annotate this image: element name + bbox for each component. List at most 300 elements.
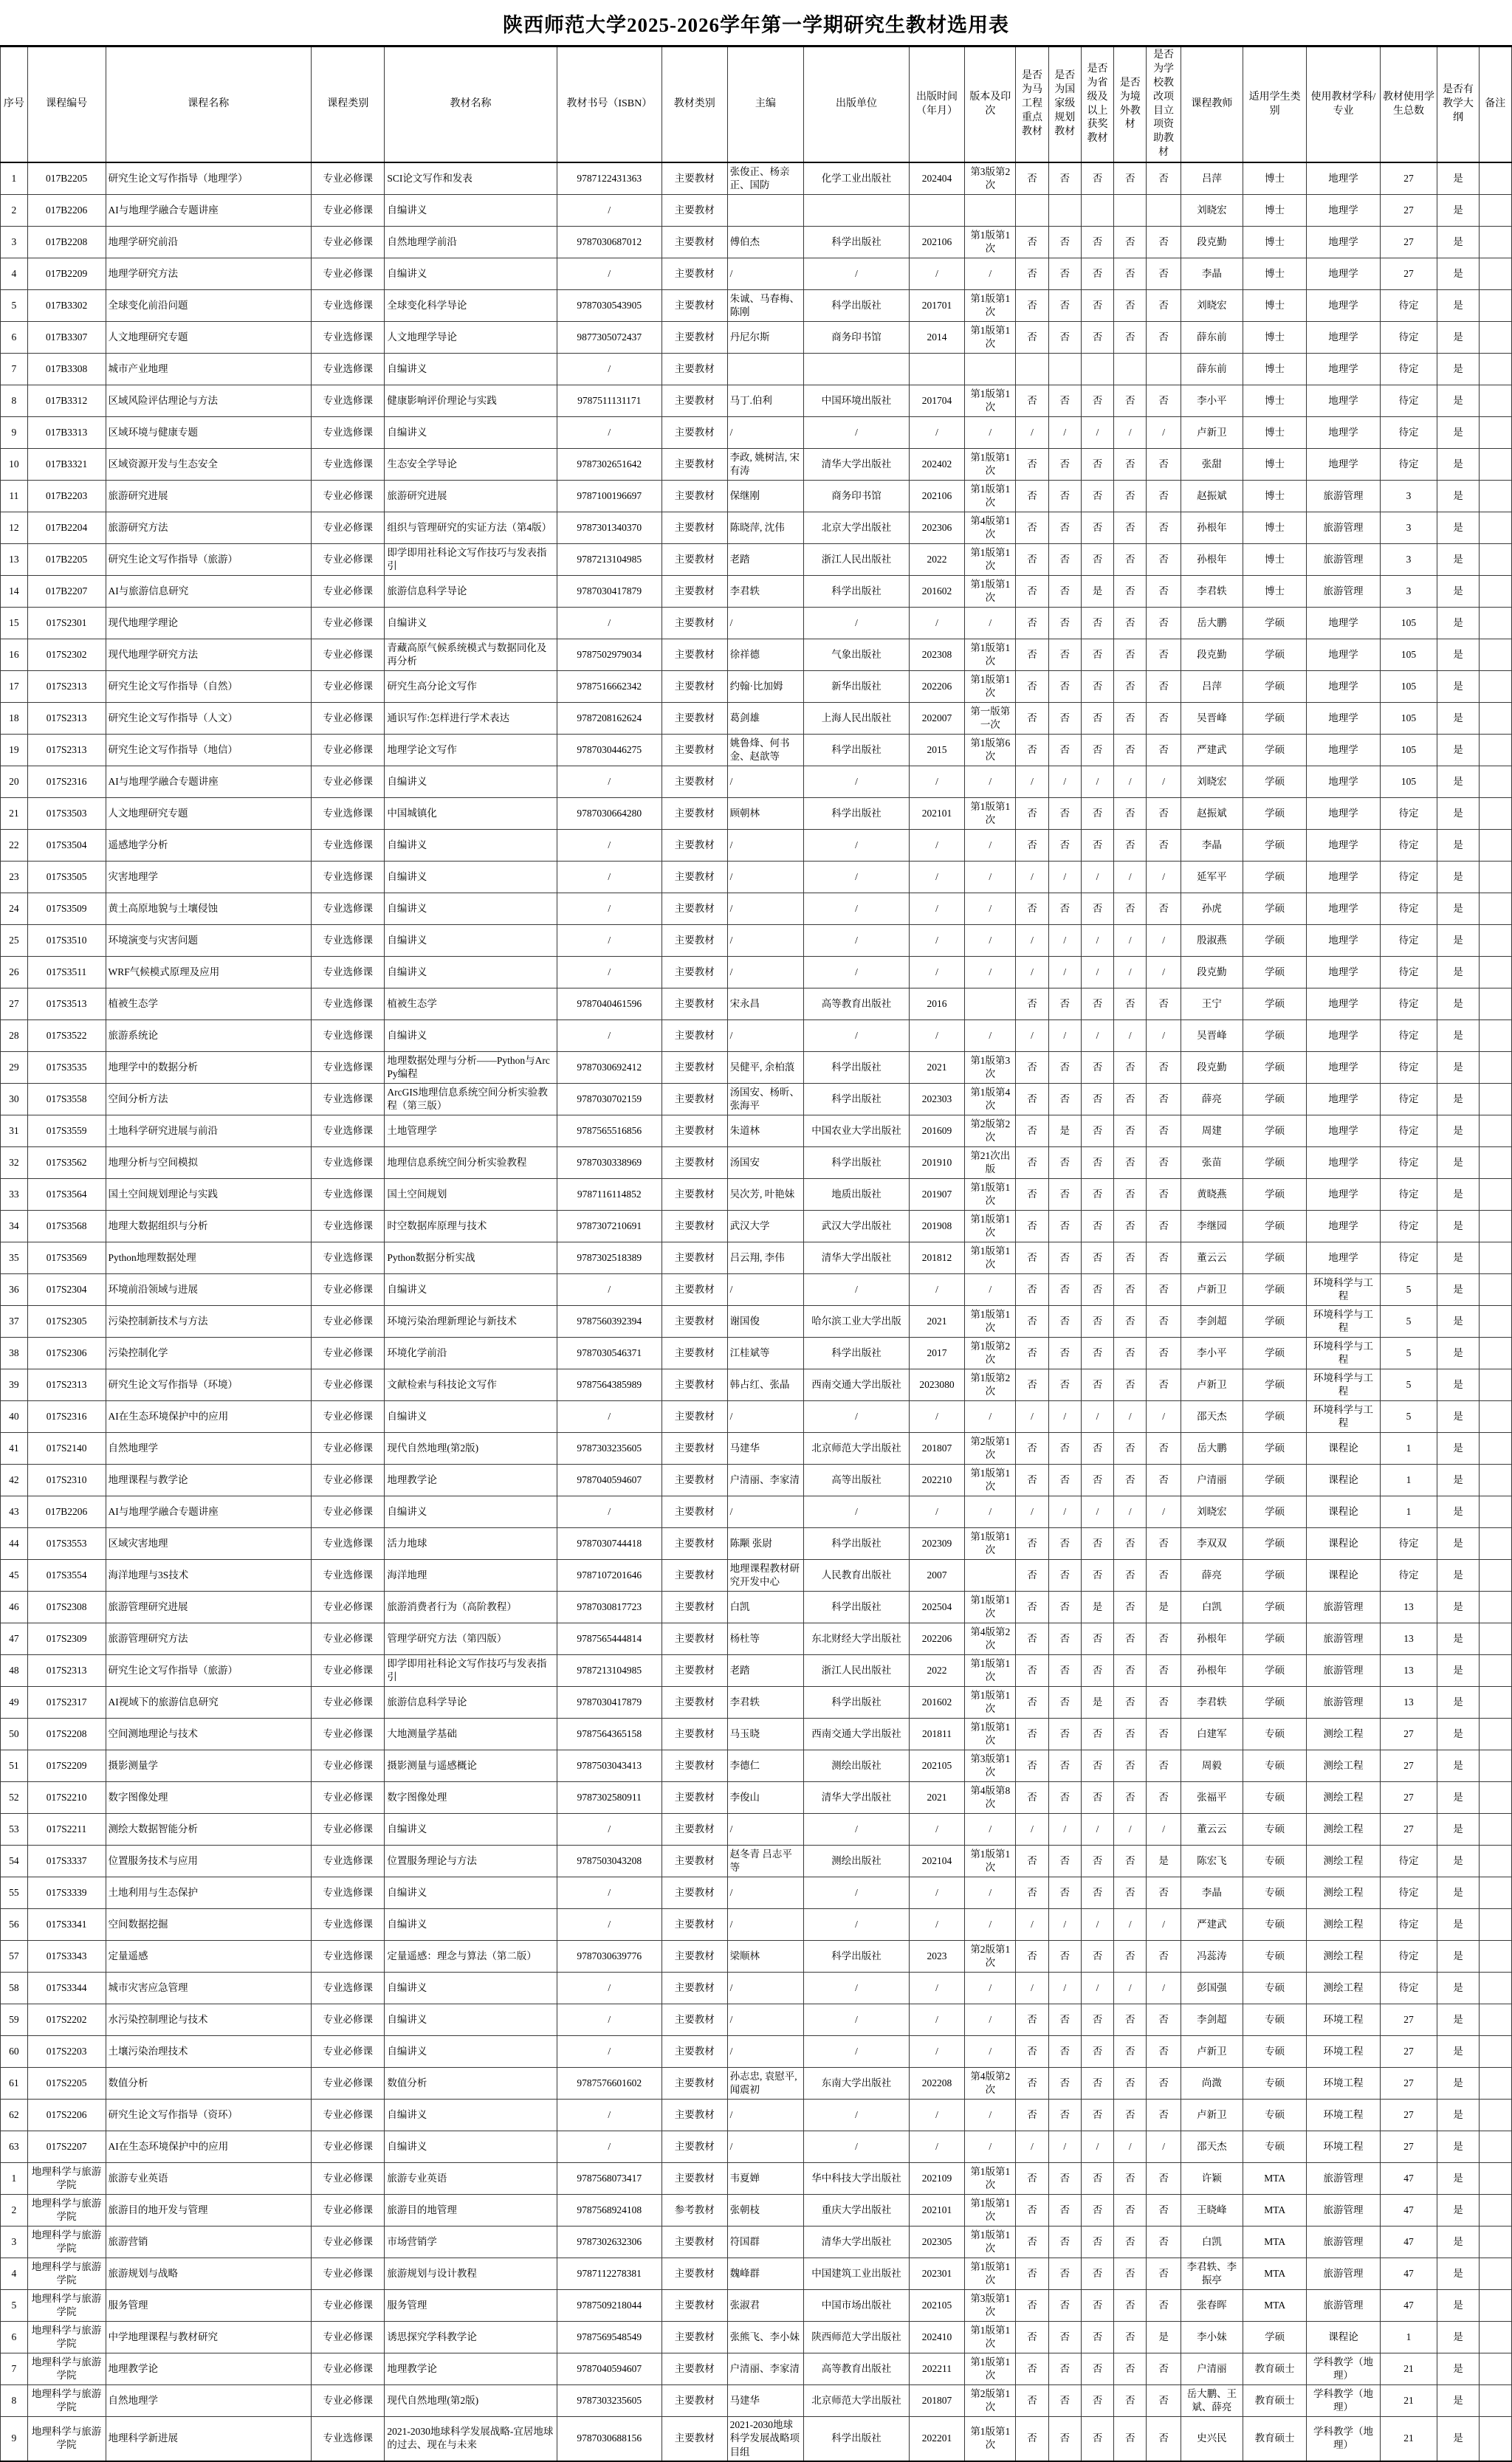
cell-discipline-major: 课程论 [1307,1465,1380,1496]
cell-has-syllabus: 是 [1437,1687,1479,1719]
cell-isbn: 9787040594607 [557,1465,662,1496]
cell-course-teacher: 孙虎 [1181,893,1243,925]
cell-course-name: 国土空间规划理论与实践 [106,1179,312,1211]
cell-school-reform-funded-textbook: 否 [1147,1242,1181,1274]
cell-ma-project-key-textbook: 否 [1016,703,1048,735]
cell-discipline-major: 测绘工程 [1307,1941,1380,1973]
column-header-course-teacher: 课程教师 [1181,47,1243,163]
cell-course-code: 017B2206 [27,195,106,227]
cell-ma-project-key-textbook: / [1016,1020,1048,1052]
cell-discipline-major: 环境科学与工程 [1307,1369,1380,1401]
cell-has-syllabus: 是 [1437,1655,1479,1687]
cell-course-teacher: 孙根年 [1181,544,1243,576]
table-row [1,2258,1512,2290]
cell-student-total: 待定 [1380,449,1437,481]
table-row [1,1274,1512,1306]
cell-textbook-name: 中国城镇化 [385,798,557,830]
table-row [1,1306,1512,1338]
cell-isbn: 9787100196697 [557,481,662,512]
cell-discipline-major: 地理学 [1307,671,1380,703]
cell-ma-project-key-textbook: 否 [1016,1750,1048,1782]
cell-publisher: 上海人民出版社 [804,703,910,735]
cell-course-name: 区域资源开发与生态安全 [106,449,312,481]
cell-index: 7 [1,354,28,385]
cell-ma-project-key-textbook: 否 [1016,798,1048,830]
cell-has-syllabus: 是 [1437,1973,1479,2004]
cell-school-reform-funded-textbook: 否 [1147,1941,1181,1973]
cell-isbn: 9787213104985 [557,544,662,576]
table-row [1,2385,1512,2417]
cell-provincial-award-textbook: 否 [1081,1719,1113,1750]
cell-national-planning-textbook: 否 [1048,449,1081,481]
cell-course-code: 017B3321 [27,449,106,481]
cell-publisher: 东南大学出版社 [804,2068,910,2100]
table-row [1,2131,1512,2163]
cell-school-reform-funded-textbook: 否 [1147,1528,1181,1560]
table-row [1,544,1512,576]
cell-textbook-type: 主要教材 [662,639,728,671]
cell-textbook-type: 主要教材 [662,417,728,449]
cell-discipline-major: 旅游管理 [1307,512,1380,544]
cell-publish-date: 202306 [909,512,965,544]
cell-publisher: 浙江人民出版社 [804,1655,910,1687]
cell-national-planning-textbook: / [1048,925,1081,957]
cell-textbook-name: 即学即用社科论文写作技巧与发表指引 [385,544,557,576]
cell-course-type: 专业必修课 [312,512,385,544]
cell-school-reform-funded-textbook: / [1147,2131,1181,2163]
cell-index: 33 [1,1179,28,1211]
cell-edition-printing: / [965,2004,1016,2036]
cell-provincial-award-textbook: 否 [1081,1623,1113,1655]
cell-student-total: 5 [1380,1306,1437,1338]
cell-textbook-type: 主要教材 [662,1528,728,1560]
cell-edition-printing: 第1版第1次 [965,2195,1016,2227]
cell-course-teacher: 李晶 [1181,830,1243,862]
cell-remarks [1479,1909,1511,1941]
cell-student-category: 博士 [1243,322,1306,354]
cell-course-type: 专业必修课 [312,2385,385,2417]
cell-edition-printing: 第3版第1次 [965,1750,1016,1782]
cell-publish-date: / [909,2100,965,2131]
cell-course-type: 专业选修课 [312,1909,385,1941]
cell-publisher: 陕西师范大学出版社 [804,2322,910,2353]
cell-school-reform-funded-textbook: 否 [1147,893,1181,925]
cell-remarks [1479,1115,1511,1147]
cell-student-category: 专硕 [1243,2036,1306,2068]
cell-remarks [1479,2385,1511,2417]
cell-overseas-textbook [1114,195,1147,227]
cell-textbook-name: 定量遥感：理念与算法（第二版） [385,1941,557,1973]
cell-national-planning-textbook: / [1048,1401,1081,1433]
cell-school-reform-funded-textbook: / [1147,925,1181,957]
cell-textbook-name: 位置服务理论与方法 [385,1846,557,1877]
cell-course-code: 017B2205 [27,162,106,195]
cell-has-syllabus: 是 [1437,1369,1479,1401]
cell-publisher: 科学出版社 [804,735,910,766]
cell-student-category: 博士 [1243,544,1306,576]
cell-edition-printing: / [965,417,1016,449]
cell-publish-date: 202504 [909,1592,965,1623]
cell-course-code: 017S2302 [27,639,106,671]
cell-isbn: 9787503043208 [557,1846,662,1877]
cell-isbn: 9787030417879 [557,1687,662,1719]
cell-course-type: 专业必修课 [312,2353,385,2385]
cell-student-total: 27 [1380,258,1437,290]
cell-course-code: 017B3308 [27,354,106,385]
cell-textbook-name: 数字图像处理 [385,1782,557,1814]
cell-publish-date: 202206 [909,671,965,703]
cell-student-total: 待定 [1380,1084,1437,1115]
cell-has-syllabus: 是 [1437,512,1479,544]
cell-discipline-major: 地理学 [1307,703,1380,735]
table-row [1,957,1512,988]
cell-discipline-major: 旅游管理 [1307,1687,1380,1719]
cell-course-type: 专业选修课 [312,1115,385,1147]
cell-textbook-name: 管理学研究方法（第四版） [385,1623,557,1655]
cell-course-teacher: 白建军 [1181,1719,1243,1750]
cell-has-syllabus: 是 [1437,385,1479,417]
cell-textbook-type: 主要教材 [662,2036,728,2068]
cell-overseas-textbook: 否 [1114,1179,1147,1211]
cell-course-name: 研究生论文写作指导（旅游） [106,544,312,576]
cell-student-total: 待定 [1380,1242,1437,1274]
cell-student-category: 专硕 [1243,1814,1306,1846]
cell-national-planning-textbook: 否 [1048,988,1081,1020]
cell-course-type: 专业选修课 [312,1242,385,1274]
cell-remarks [1479,2353,1511,2385]
cell-course-type: 专业选修课 [312,1084,385,1115]
table-row [1,162,1512,195]
table-row [1,735,1512,766]
cell-isbn: 9787030744418 [557,1528,662,1560]
table-row [1,1528,1512,1560]
cell-remarks [1479,703,1511,735]
cell-has-syllabus: 是 [1437,1147,1479,1179]
cell-overseas-textbook: 否 [1114,290,1147,322]
cell-national-planning-textbook: 是 [1048,1115,1081,1147]
column-header-index: 序号 [1,47,28,163]
cell-ma-project-key-textbook: 否 [1016,639,1048,671]
cell-provincial-award-textbook: 否 [1081,1465,1113,1496]
cell-remarks [1479,2258,1511,2290]
cell-course-teacher: 岳大鹏 [1181,608,1243,639]
cell-ma-project-key-textbook: / [1016,1401,1048,1433]
cell-course-teacher: 严建武 [1181,735,1243,766]
cell-publisher: / [804,417,910,449]
cell-has-syllabus: 是 [1437,1242,1479,1274]
cell-course-type: 专业必修课 [312,576,385,608]
cell-student-total: 待定 [1380,1846,1437,1877]
cell-student-category: 学硕 [1243,1147,1306,1179]
cell-textbook-type: 主要教材 [662,862,728,893]
cell-course-type: 专业必修课 [312,2131,385,2163]
cell-editor: / [727,893,804,925]
cell-school-reform-funded-textbook: / [1147,417,1181,449]
cell-provincial-award-textbook: / [1081,925,1113,957]
cell-provincial-award-textbook: 否 [1081,2100,1113,2131]
cell-course-code: 017S2301 [27,608,106,639]
cell-course-teacher: 赵振斌 [1181,481,1243,512]
cell-index: 1 [1,162,28,195]
cell-edition-printing: / [965,766,1016,798]
cell-provincial-award-textbook: 否 [1081,1433,1113,1465]
cell-overseas-textbook: 否 [1114,1433,1147,1465]
table-row [1,2322,1512,2353]
cell-student-category: 博士 [1243,512,1306,544]
cell-school-reform-funded-textbook: / [1147,1973,1181,2004]
cell-course-teacher: 李君轶 [1181,1687,1243,1719]
cell-textbook-type: 主要教材 [662,195,728,227]
cell-course-teacher: 段克勤 [1181,639,1243,671]
cell-discipline-major: 地理学 [1307,322,1380,354]
cell-index: 15 [1,608,28,639]
cell-publish-date: 2023080 [909,1369,965,1401]
table-row [1,1846,1512,1877]
cell-course-type: 专业必修课 [312,639,385,671]
cell-remarks [1479,1242,1511,1274]
cell-isbn: 9787030692412 [557,1052,662,1084]
cell-provincial-award-textbook: 否 [1081,639,1113,671]
cell-course-teacher: 李小平 [1181,385,1243,417]
cell-national-planning-textbook: 否 [1048,1084,1081,1115]
table-row [1,671,1512,703]
cell-student-category: 学硕 [1243,703,1306,735]
cell-remarks [1479,1941,1511,1973]
cell-publish-date: 202105 [909,1750,965,1782]
cell-editor: / [727,830,804,862]
cell-course-type: 专业必修课 [312,2004,385,2036]
cell-index: 10 [1,449,28,481]
cell-textbook-type: 主要教材 [662,925,728,957]
cell-discipline-major: 地理学 [1307,766,1380,798]
cell-ma-project-key-textbook: 否 [1016,2163,1048,2195]
cell-overseas-textbook: 否 [1114,1846,1147,1877]
cell-remarks [1479,354,1511,385]
cell-discipline-major: 地理学 [1307,608,1380,639]
cell-editor: 李俊山 [727,1782,804,1814]
cell-national-planning-textbook [1048,354,1081,385]
cell-ma-project-key-textbook: 否 [1016,988,1048,1020]
column-header-course-name: 课程名称 [106,47,312,163]
table-row [1,1560,1512,1592]
cell-textbook-name: 自编讲义 [385,1877,557,1909]
cell-student-total: 47 [1380,2163,1437,2195]
cell-course-teacher: 赵振斌 [1181,798,1243,830]
cell-ma-project-key-textbook: 否 [1016,1687,1048,1719]
cell-course-teacher: 史兴民 [1181,2417,1243,2461]
cell-course-teacher: 卢新卫 [1181,2100,1243,2131]
cell-national-planning-textbook: 否 [1048,2195,1081,2227]
cell-ma-project-key-textbook: 否 [1016,2227,1048,2258]
cell-course-type: 专业选修课 [312,1846,385,1877]
cell-publish-date: 2014 [909,322,965,354]
cell-course-name: 灾害地理学 [106,862,312,893]
cell-publisher: 清华大学出版社 [804,2227,910,2258]
cell-student-category: 学硕 [1243,1338,1306,1369]
cell-isbn: 9787122431363 [557,162,662,195]
cell-overseas-textbook [1114,354,1147,385]
cell-course-teacher: 薛东前 [1181,322,1243,354]
cell-publisher: / [804,1814,910,1846]
cell-discipline-major: 环境工程 [1307,2004,1380,2036]
cell-has-syllabus: 是 [1437,449,1479,481]
cell-ma-project-key-textbook: 否 [1016,1719,1048,1750]
cell-overseas-textbook: / [1114,925,1147,957]
cell-school-reform-funded-textbook: 是 [1147,1592,1181,1623]
cell-textbook-type: 主要教材 [662,1306,728,1338]
cell-course-code: 017S2304 [27,1274,106,1306]
cell-textbook-type: 主要教材 [662,1115,728,1147]
cell-ma-project-key-textbook [1016,354,1048,385]
cell-course-type: 专业必修课 [312,1369,385,1401]
cell-overseas-textbook: 否 [1114,2385,1147,2417]
cell-publisher: 清华大学出版社 [804,1242,910,1274]
cell-isbn: 9787576601602 [557,2068,662,2100]
cell-discipline-major: 地理学 [1307,957,1380,988]
cell-has-syllabus: 是 [1437,322,1479,354]
table-row [1,1147,1512,1179]
cell-ma-project-key-textbook: 否 [1016,1306,1048,1338]
cell-index: 2 [1,2195,28,2227]
cell-provincial-award-textbook: 否 [1081,1211,1113,1242]
cell-publish-date: 202201 [909,2417,965,2461]
cell-edition-printing: 第1版第1次 [965,1687,1016,1719]
cell-provincial-award-textbook: 否 [1081,1877,1113,1909]
cell-national-planning-textbook: 否 [1048,2227,1081,2258]
cell-course-type: 专业选修课 [312,957,385,988]
cell-course-teacher: 张甜 [1181,449,1243,481]
cell-textbook-name: 青藏高原气候系统模式与数据同化及再分析 [385,639,557,671]
cell-textbook-type: 主要教材 [662,385,728,417]
cell-student-total: 待定 [1380,1877,1437,1909]
cell-textbook-name: 旅游规划与设计教程 [385,2258,557,2290]
cell-publisher: 东北财经大学出版社 [804,1623,910,1655]
cell-remarks [1479,766,1511,798]
cell-discipline-major: 地理学 [1307,258,1380,290]
cell-course-type: 专业必修课 [312,1750,385,1782]
cell-publisher: 北京大学出版社 [804,512,910,544]
cell-textbook-name: 旅游消费者行为（高阶教程） [385,1592,557,1623]
cell-textbook-name: 自编讲义 [385,2100,557,2131]
cell-course-teacher: 孙根年 [1181,1623,1243,1655]
cell-textbook-name: 自编讲义 [385,2036,557,2068]
cell-school-reform-funded-textbook: 否 [1147,671,1181,703]
cell-student-category: 学硕 [1243,1242,1306,1274]
cell-student-total: 3 [1380,481,1437,512]
cell-textbook-name: 自编讲义 [385,354,557,385]
cell-editor: / [727,1973,804,2004]
cell-remarks [1479,544,1511,576]
cell-editor: 吕云翔, 李伟 [727,1242,804,1274]
cell-discipline-major: 测绘工程 [1307,1909,1380,1941]
cell-course-name: 数字图像处理 [106,1782,312,1814]
cell-course-code: 地理科学与旅游学院 [27,2258,106,2290]
cell-course-name: 地理课程与教学论 [106,1465,312,1496]
cell-course-type: 专业选修课 [312,1877,385,1909]
cell-remarks [1479,1052,1511,1084]
cell-overseas-textbook: 否 [1114,1147,1147,1179]
cell-remarks [1479,639,1511,671]
cell-editor: 葛剑雄 [727,703,804,735]
cell-national-planning-textbook: 否 [1048,512,1081,544]
cell-publisher: 中国建筑工业出版社 [804,2258,910,2290]
cell-editor: 谢国俊 [727,1306,804,1338]
cell-isbn: 9787040461596 [557,988,662,1020]
cell-overseas-textbook: 否 [1114,2100,1147,2131]
cell-publish-date: 201908 [909,1211,965,1242]
cell-student-total: 27 [1380,162,1437,195]
cell-student-total: 待定 [1380,354,1437,385]
cell-provincial-award-textbook [1081,354,1113,385]
cell-national-planning-textbook: / [1048,1973,1081,2004]
cell-ma-project-key-textbook: 否 [1016,544,1048,576]
cell-course-name: 旅游系统论 [106,1020,312,1052]
cell-isbn: 9787030639776 [557,1941,662,1973]
cell-overseas-textbook: 否 [1114,735,1147,766]
cell-index: 41 [1,1433,28,1465]
cell-textbook-type: 主要教材 [662,290,728,322]
cell-textbook-name: 自编讲义 [385,2004,557,2036]
cell-overseas-textbook: / [1114,957,1147,988]
cell-national-planning-textbook: 否 [1048,735,1081,766]
cell-editor: 白凯 [727,1592,804,1623]
cell-course-code: 017S3553 [27,1528,106,1560]
cell-edition-printing: 第1版第2次 [965,1369,1016,1401]
table-row [1,1719,1512,1750]
cell-course-teacher: 刘晓宏 [1181,1496,1243,1528]
cell-school-reform-funded-textbook: 否 [1147,1623,1181,1655]
table-row [1,2004,1512,2036]
cell-editor: 户清丽、李家清 [727,2353,804,2385]
cell-provincial-award-textbook: 否 [1081,1084,1113,1115]
cell-publish-date: 201811 [909,1719,965,1750]
cell-isbn: 9787301340370 [557,512,662,544]
cell-course-teacher: 李晶 [1181,1877,1243,1909]
cell-student-total: 27 [1380,227,1437,258]
cell-course-type: 专业必修课 [312,1687,385,1719]
cell-has-syllabus: 是 [1437,608,1479,639]
cell-textbook-type: 主要教材 [662,1782,728,1814]
cell-course-teacher: 薛东前 [1181,354,1243,385]
cell-ma-project-key-textbook: 否 [1016,1242,1048,1274]
table-row [1,290,1512,322]
cell-editor: 约翰·比加姆 [727,671,804,703]
cell-isbn: 9787030417879 [557,576,662,608]
cell-overseas-textbook: 否 [1114,1719,1147,1750]
cell-course-code: 017S3513 [27,988,106,1020]
cell-course-code: 017S2305 [27,1306,106,1338]
cell-publisher [804,195,910,227]
cell-textbook-type: 主要教材 [662,830,728,862]
cell-course-type: 专业必修课 [312,2322,385,2353]
cell-course-code: 地理科学与旅游学院 [27,2195,106,2227]
cell-isbn: / [557,2004,662,2036]
cell-publisher: / [804,2131,910,2163]
cell-school-reform-funded-textbook: / [1147,862,1181,893]
cell-national-planning-textbook: 否 [1048,2004,1081,2036]
column-header-textbook-type: 教材类别 [662,47,728,163]
cell-school-reform-funded-textbook: 否 [1147,1877,1181,1909]
cell-overseas-textbook: 否 [1114,2068,1147,2100]
cell-school-reform-funded-textbook: 否 [1147,385,1181,417]
cell-textbook-name: 摄影测量与遥感概论 [385,1750,557,1782]
cell-has-syllabus: 是 [1437,2258,1479,2290]
cell-isbn: / [557,957,662,988]
cell-ma-project-key-textbook: 否 [1016,2004,1048,2036]
cell-editor: / [727,1909,804,1941]
cell-student-total: 待定 [1380,893,1437,925]
cell-textbook-name: 环境污染治理新理论与新技术 [385,1306,557,1338]
